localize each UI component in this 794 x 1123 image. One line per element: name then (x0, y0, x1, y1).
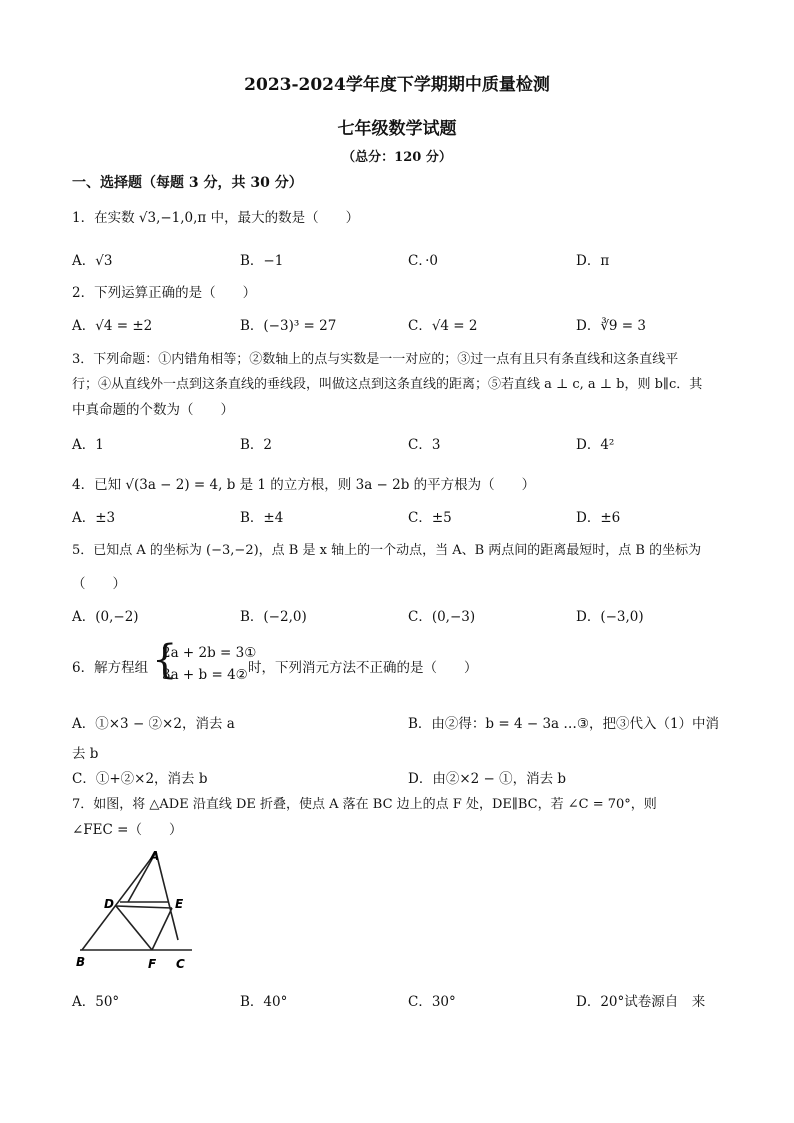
q2-stem: 2．下列运算正确的是（ ） (72, 285, 257, 301)
q5-line1: 5．已知点 A 的坐标为 (−3,−2)，点 B 是 x 轴上的一个动点，当 A、B 两点间的距离最短时，点 B 的坐标为 (72, 543, 702, 558)
q5-option-d: D．(−3,0) (576, 609, 644, 625)
q1-option-d: D．π (576, 253, 610, 269)
q3-line3: 中真命题的个数为（ ） (72, 402, 234, 418)
q1-option-a: A．√3 (72, 253, 113, 269)
q2-option-b: B．(−3)³ = 27 (240, 318, 337, 334)
label-e: E (175, 897, 184, 911)
edge-ac (156, 852, 178, 940)
label-f: F (148, 957, 157, 971)
q6-suffix: 时，下列消元方法不正确的是（ ） (248, 660, 478, 676)
exam-title: 2023-2024学年度下学期期中质量检测 (244, 75, 550, 95)
q7-option-c: C．30° (408, 994, 456, 1010)
q6-option-c: C．①+②×2，消去 b (72, 771, 208, 787)
q6-option-a: A．①×3 − ②×2，消去 a (72, 716, 235, 732)
q6-option-d: D．由②×2 − ①，消去 b (408, 771, 567, 787)
q7-line1: 7．如图，将 △ADE 沿直线 DE 折叠，使点 A 落在 BC 边上的点 F 处，DE∥BC，若 ∠C = 70°，则 (72, 797, 657, 812)
q4-stem: 4．已知 √(3a − 2) = 4, b 是 1 的立方根，则 3a − 2b 的平方根为（ ） (72, 477, 536, 493)
q1-option-c: C．·0 (408, 253, 438, 269)
q5-option-b: B．(−2,0) (240, 609, 307, 625)
q6-option-b-cont: 去 b (72, 746, 99, 762)
edge-df (116, 906, 152, 950)
q5-option-c: C．(0,−3) (408, 609, 476, 625)
label-c: C (176, 957, 185, 971)
q3-option-d: D．4² (576, 437, 615, 453)
q7-option-b: B．40° (240, 994, 288, 1010)
q3-option-b: B．2 (240, 437, 273, 453)
q6-option-b: B．由②得：b = 4 − 3a …③，把③代入（1）中消 (408, 716, 720, 732)
q6-equation-1: 2a + 2b = 3① (162, 645, 257, 661)
q3-line2: 行；④从直线外一点到这条直线的垂线段，叫做这点到这条直线的距离；⑤若直线 a ⊥ c, a ⊥ b，则 b∥c．其 (72, 377, 703, 392)
label-a: A (150, 849, 160, 863)
q2-option-c: C．√4 = 2 (408, 318, 478, 334)
q5-option-a: A．(0,−2) (72, 609, 139, 625)
q1-option-b: B．−1 (240, 253, 284, 269)
q6-prefix: 6．解方程组 (72, 660, 149, 676)
edge-ef (152, 908, 172, 950)
q4-option-b: B．±4 (240, 510, 284, 526)
q4-option-c: C．±5 (408, 510, 452, 526)
q4-option-d: D．±6 (576, 510, 621, 526)
q3-option-c: C．3 (408, 437, 441, 453)
q4-option-a: A．±3 (72, 510, 116, 526)
q5-line2: （ ） (72, 576, 126, 592)
q2-option-a: A．√4 = ±2 (72, 318, 153, 334)
q7-option-d: D．20°试卷源自 来 (576, 994, 706, 1010)
q1-stem: 1．在实数 √3,−1,0,π 中，最大的数是（ ） (72, 210, 360, 226)
q2-option-d: D．∛9 = 3 (576, 318, 646, 334)
triangle-figure (72, 846, 202, 976)
q3-line1: 3．下列命题：①内错角相等；②数轴上的点与实数是一一对应的；③过一点有且只有条直线和这条直线平 (72, 352, 679, 367)
total-score: （总分：120 分） (342, 150, 452, 165)
q7-option-a: A．50° (72, 994, 120, 1010)
label-b: B (76, 955, 86, 969)
label-d: D (104, 897, 114, 911)
q7-line2: ∠FEC =（ ） (72, 822, 183, 838)
exam-subtitle: 七年级数学试题 (337, 119, 457, 139)
q3-option-a: A．1 (72, 437, 104, 453)
equation-brace: { (152, 637, 178, 683)
section-heading: 一、选择题（每题 3 分，共 30 分） (72, 175, 303, 191)
edge-ab (82, 852, 156, 950)
fold-line-de (116, 906, 172, 908)
q6-equation-2: 3a + b = 4② (162, 667, 248, 683)
